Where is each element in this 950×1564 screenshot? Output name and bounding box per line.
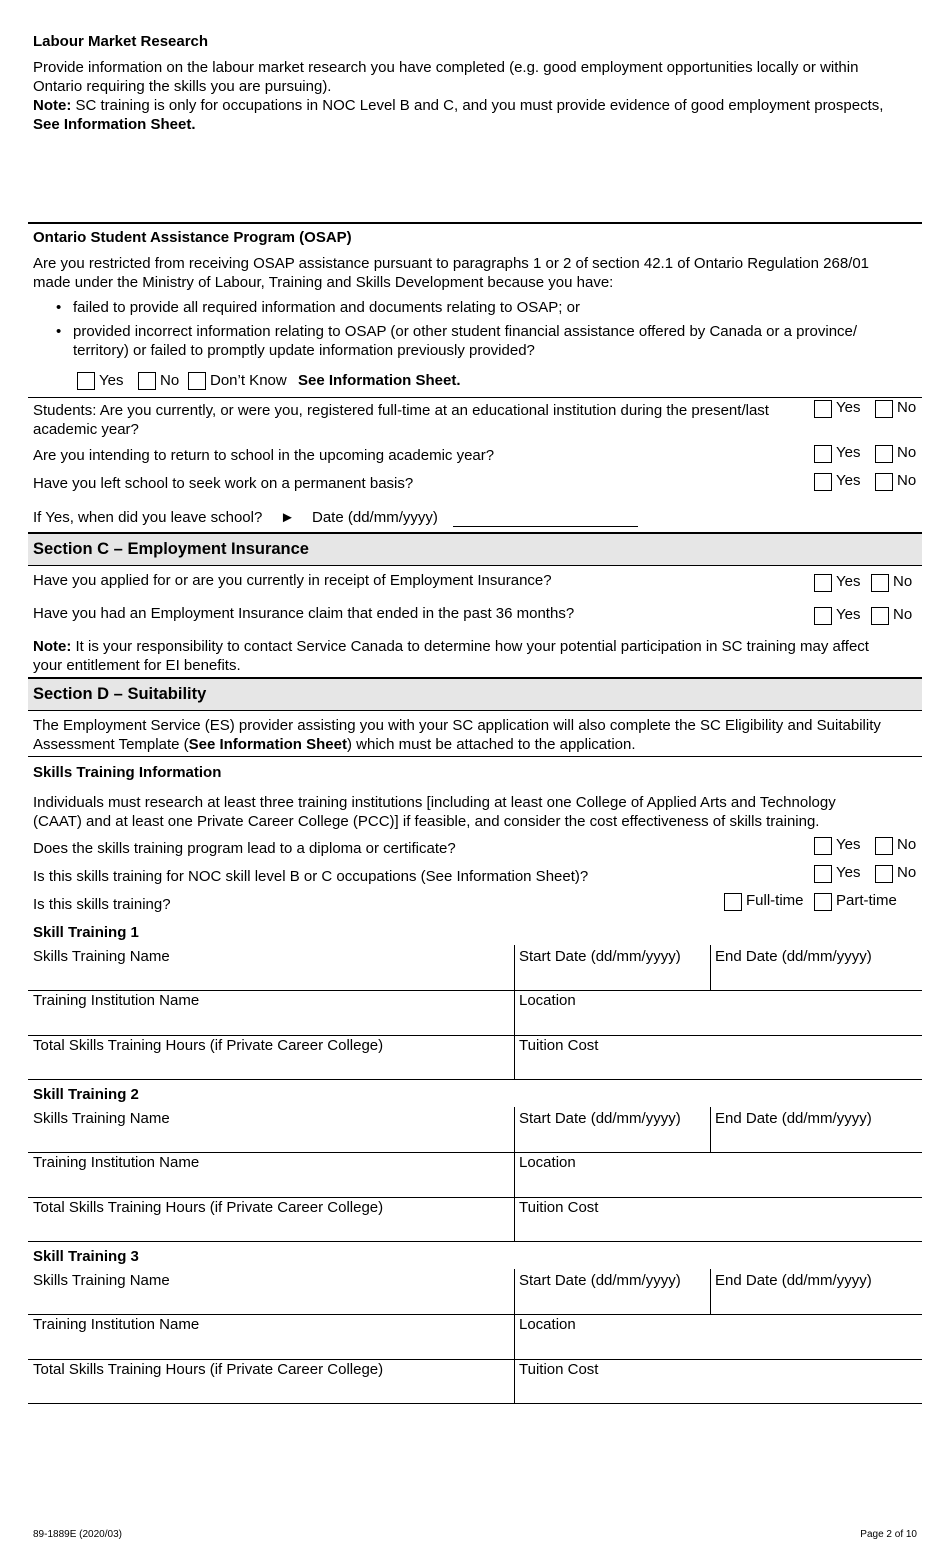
- noc-question: Is this skills training for NOC skill level B or C occupations (See Information Sheet)?: [33, 868, 589, 885]
- ei-q1-yes-checkbox[interactable]: [814, 574, 832, 592]
- students-q3-yes-checkbox[interactable]: [814, 473, 832, 491]
- osap-question-line2: made under the Ministry of Labour, Training and Skills Development because you have:: [33, 274, 614, 291]
- full-time-label: Full-time: [746, 892, 804, 909]
- full-time-checkbox[interactable]: [724, 893, 742, 911]
- end-date-label[interactable]: End Date (dd/mm/yyyy): [715, 1272, 872, 1289]
- students-q2: Are you intending to return to school in the upcoming academic year?: [33, 447, 495, 464]
- osap-no-label: No: [160, 372, 180, 389]
- students-q1-line1: Students: Are you currently, or were you, registered full-time at an educational institution during the present/last: [33, 402, 769, 419]
- no-label: No: [897, 399, 917, 416]
- skill-training-3-title: Skill Training 3: [33, 1248, 139, 1265]
- no-label: No: [893, 573, 913, 590]
- table-divider: [710, 1107, 711, 1152]
- ei-note-label: Note:: [33, 638, 72, 655]
- end-date-label[interactable]: End Date (dd/mm/yyyy): [715, 1110, 872, 1127]
- tuition-cost-label[interactable]: Tuition Cost: [519, 1361, 599, 1378]
- start-date-label[interactable]: Start Date (dd/mm/yyyy): [519, 948, 681, 965]
- divider: [28, 1241, 922, 1242]
- yes-label: Yes: [836, 444, 861, 461]
- divider: [28, 1403, 922, 1404]
- location-label[interactable]: Location: [519, 1316, 576, 1333]
- labour-heading: Labour Market Research: [33, 33, 209, 50]
- start-date-label[interactable]: Start Date (dd/mm/yyyy): [519, 1110, 681, 1127]
- labour-text-line2: Ontario requiring the skills you are pursuing).: [33, 78, 332, 95]
- osap-dontknow-label: Don’t Know: [210, 372, 287, 389]
- yes-label: Yes: [836, 836, 861, 853]
- institution-name-label[interactable]: Training Institution Name: [33, 992, 200, 1009]
- noc-yes-checkbox[interactable]: [814, 865, 832, 883]
- labour-note-label: Note:: [33, 97, 72, 114]
- divider: [28, 710, 922, 711]
- start-date-label[interactable]: Start Date (dd/mm/yyyy): [519, 1272, 681, 1289]
- osap-bullet-1: failed to provide all required information and documents relating to OSAP; or: [73, 299, 580, 316]
- divider: [28, 756, 922, 757]
- yes-label: Yes: [836, 399, 861, 416]
- divider: [28, 1079, 922, 1080]
- training-hours-label[interactable]: Total Skills Training Hours (if Private Career College): [33, 1199, 384, 1216]
- labour-research-field[interactable]: [28, 138, 922, 222]
- training-type-question: Is this skills training?: [33, 896, 171, 913]
- ei-q1-no-checkbox[interactable]: [871, 574, 889, 592]
- students-q1-no-checkbox[interactable]: [875, 400, 893, 418]
- ei-note-line1: [33, 637, 869, 656]
- osap-yes-label: Yes: [99, 372, 124, 389]
- end-date-label[interactable]: End Date (dd/mm/yyyy): [715, 948, 872, 965]
- no-label: No: [897, 836, 917, 853]
- location-label[interactable]: Location: [519, 992, 576, 1009]
- students-q3-no-checkbox[interactable]: [875, 473, 893, 491]
- skills-training-heading: Skills Training Information: [33, 764, 222, 781]
- students-q1-yes-checkbox[interactable]: [814, 400, 832, 418]
- training-name-label[interactable]: Skills Training Name: [33, 1110, 170, 1127]
- bullet-dot: •: [56, 323, 62, 340]
- osap-question-line1: Are you restricted from receiving OSAP assistance pursuant to paragraphs 1 or 2 of section 42.1 of Ontario Regulation 268/01: [33, 255, 870, 272]
- part-time-label: Part-time: [836, 892, 897, 909]
- institution-name-label[interactable]: Training Institution Name: [33, 1316, 200, 1333]
- tuition-cost-label[interactable]: Tuition Cost: [519, 1037, 599, 1054]
- training-hours-label[interactable]: Total Skills Training Hours (if Private Career College): [33, 1037, 384, 1054]
- section-d-heading: Section D – Suitability: [33, 685, 207, 703]
- tuition-cost-label[interactable]: Tuition Cost: [519, 1199, 599, 1216]
- yes-label: Yes: [836, 864, 861, 881]
- osap-no-checkbox[interactable]: [138, 372, 156, 390]
- intro-text-a: Assessment Template (: [33, 736, 189, 753]
- training-hours-label[interactable]: Total Skills Training Hours (if Private Career College): [33, 1361, 384, 1378]
- intro-text-c: ) which must be attached to the application.: [347, 736, 636, 753]
- table-divider: [514, 1107, 515, 1242]
- intro-see-info: See Information Sheet: [188, 736, 347, 753]
- suitability-intro-line1: The Employment Service (ES) provider assisting you with your SC application will also complete the SC Eligibility and Suitability: [33, 717, 881, 734]
- research-line1: Individuals must research at least three training institutions [including at least one College of Applied Arts and Technology: [33, 794, 836, 811]
- students-q2-yes-checkbox[interactable]: [814, 445, 832, 463]
- leave-school-question: If Yes, when did you leave school?: [33, 509, 263, 526]
- no-label: No: [897, 864, 917, 881]
- table-divider: [514, 945, 515, 1080]
- table-divider: [710, 945, 711, 990]
- students-q3: Have you left school to seek work on a permanent basis?: [33, 475, 414, 492]
- no-label: No: [897, 444, 917, 461]
- students-q2-no-checkbox[interactable]: [875, 445, 893, 463]
- ei-question-1: Have you applied for or are you currently in receipt of Employment Insurance?: [33, 572, 552, 589]
- labour-see-info: See Information Sheet.: [33, 116, 196, 133]
- osap-heading: Ontario Student Assistance Program (OSAP): [33, 229, 352, 246]
- diploma-question: Does the skills training program lead to a diploma or certificate?: [33, 840, 456, 857]
- form-code: 89-1889E (2020/03): [33, 1529, 122, 1540]
- ei-question-2: Have you had an Employment Insurance claim that ended in the past 36 months?: [33, 605, 575, 622]
- yes-label: Yes: [836, 472, 861, 489]
- table-divider: [710, 1269, 711, 1314]
- labour-note-text: SC training is only for occupations in NOC Level B and C, and you must provide evidence of good employment prospects,: [71, 97, 884, 114]
- arrow-right-icon: ►: [280, 509, 295, 526]
- divider: [28, 222, 922, 224]
- osap-bullet-2-line1: provided incorrect information relating to OSAP (or other student financial assistance offered by Canada or a province/: [73, 323, 858, 340]
- osap-yes-checkbox[interactable]: [77, 372, 95, 390]
- suitability-intro-line2: [33, 735, 636, 754]
- yes-label: Yes: [836, 606, 861, 623]
- labour-note: [33, 96, 883, 115]
- ei-q2-yes-checkbox[interactable]: [814, 607, 832, 625]
- location-label[interactable]: Location: [519, 1154, 576, 1171]
- training-name-label[interactable]: Skills Training Name: [33, 948, 170, 965]
- students-q1-line2: academic year?: [33, 421, 139, 438]
- skill-training-2-title: Skill Training 2: [33, 1086, 139, 1103]
- osap-dontknow-checkbox[interactable]: [188, 372, 206, 390]
- ei-q2-no-checkbox[interactable]: [871, 607, 889, 625]
- diploma-yes-checkbox[interactable]: [814, 837, 832, 855]
- leave-date-label: Date (dd/mm/yyyy): [312, 509, 438, 526]
- divider: [28, 397, 922, 398]
- no-label: No: [893, 606, 913, 623]
- section-c-heading: Section C – Employment Insurance: [33, 540, 309, 558]
- training-name-label[interactable]: Skills Training Name: [33, 1272, 170, 1289]
- no-label: No: [897, 472, 917, 489]
- diploma-no-checkbox[interactable]: [875, 837, 893, 855]
- osap-bullet-2-line2: territory) or failed to promptly update information previously provided?: [73, 342, 535, 359]
- part-time-checkbox[interactable]: [814, 893, 832, 911]
- yes-label: Yes: [836, 573, 861, 590]
- page-number: Page 2 of 10: [860, 1529, 917, 1540]
- divider: [28, 565, 922, 566]
- leave-date-input[interactable]: [453, 526, 638, 527]
- ei-note-line2: your entitlement for EI benefits.: [33, 657, 241, 674]
- bullet-dot: •: [56, 299, 62, 316]
- labour-text-line1: Provide information on the labour market research you have completed (e.g. good employment opportunities locally or within: [33, 59, 859, 76]
- skill-training-1-title: Skill Training 1: [33, 924, 139, 941]
- osap-see-info: See Information Sheet.: [298, 372, 461, 389]
- institution-name-label[interactable]: Training Institution Name: [33, 1154, 200, 1171]
- table-divider: [514, 1269, 515, 1404]
- research-line2: (CAAT) and at least one Private Career College (PCC)] if feasible, and consider the cost effectiveness of skills training.: [33, 813, 820, 830]
- ei-note-text: It is your responsibility to contact Service Canada to determine how your potential participation in SC training may affect: [71, 638, 869, 655]
- noc-no-checkbox[interactable]: [875, 865, 893, 883]
